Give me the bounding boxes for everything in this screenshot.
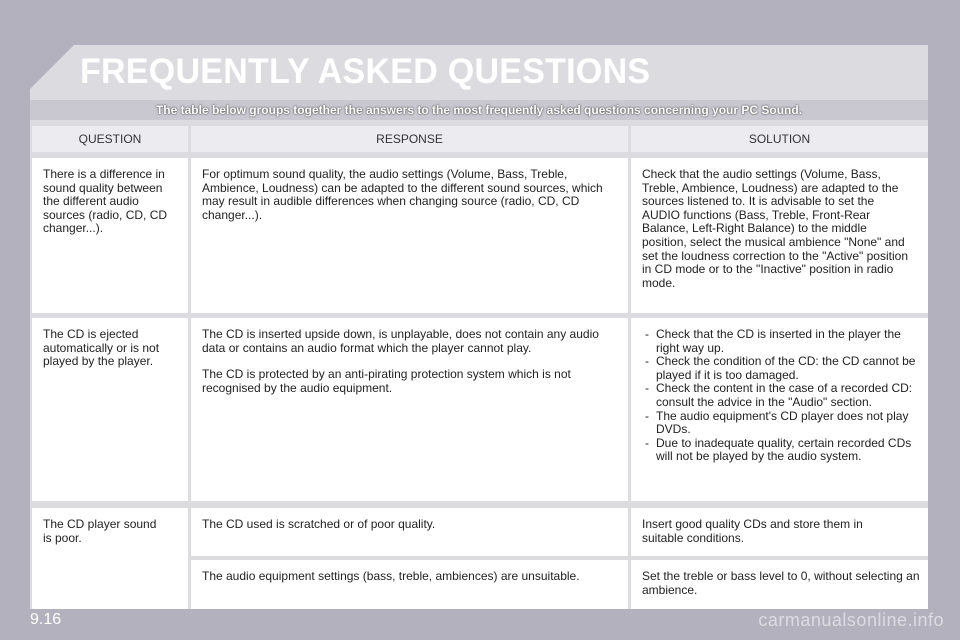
page-corner-cut — [30, 45, 74, 89]
row1-question-text: There is a difference in sound quality between the different audio sources (radio, CD, CD changer...). — [43, 167, 168, 236]
page-number: 9.16 — [30, 611, 62, 628]
header-response: RESPONSE — [191, 126, 628, 152]
row2-question — [32, 318, 188, 501]
row2-solution — [631, 318, 928, 501]
watermark: carmanualsonline.info — [758, 610, 944, 630]
row3-solution-a — [631, 508, 928, 556]
row3-question-text: The CD player sound is poor. — [43, 517, 157, 545]
row2-solution-list — [642, 328, 918, 464]
row3-response-a-text: The CD used is scratched or of poor quality. — [202, 517, 436, 531]
intro-text: The table below groups together the answers to the most frequently asked questions concerning your PC Sound. — [30, 100, 928, 120]
row2-response-text-2: The CD is protected by an anti-pirating protection system which is not recognised by the audio equipment. — [202, 367, 571, 395]
row2-question-text: The CD is ejected automatically or is not played by the player. — [43, 327, 160, 369]
row3-solution-a-text: Insert good quality CDs and store them in suitable conditions. — [642, 517, 863, 545]
row2-response-text-1: The CD is inserted upside down, is unplayable, does not contain any audio data or contains an audio format which the player cannot play. — [202, 327, 599, 355]
page-title: FREQUENTLY ASKED QUESTIONS — [80, 52, 651, 91]
row3-response-a — [191, 508, 628, 556]
row3-solution-b — [631, 560, 928, 609]
row1-response — [191, 158, 628, 313]
list-item: - Check that the CD is inserted in the player the right way up. — [642, 328, 918, 355]
row1-response-text: For optimum sound quality, the audio settings (Volume, Bass, Treble, Ambience, Loudness) can be adapted to the different sound sources, which may result in audible differences when changing source (radio, CD, CD changer...). — [202, 167, 603, 222]
list-item: - Due to inadequate quality, certain recorded CDs will not be played by the audio system. — [642, 437, 918, 464]
list-item: - The audio equipment's CD player does not play DVDs. — [642, 410, 918, 437]
row2-response — [191, 318, 628, 501]
header-solution: SOLUTION — [631, 126, 928, 152]
row1-solution-text: Check that the audio settings (Volume, Bass, Treble, Ambience, Loudness) are adapted to the sources listened to. It is advisable to set the AUDIO functions (Bass, Treble, Front-Rear Balance, Left-Right Balance) to the middle position, select the musical ambience "None" and set the loudness correction to the "Active" position in CD mode or to the "Inactive" position in radio mode. — [642, 167, 908, 290]
list-item: - Check the condition of the CD: the CD cannot be played if it is too damaged. — [642, 355, 918, 382]
row3-response-b — [191, 560, 628, 609]
header-question: QUESTION — [32, 126, 188, 152]
row1-question — [32, 158, 188, 313]
row3-response-b-text: The audio equipment settings (bass, treble, ambiences) are unsuitable. — [202, 569, 580, 583]
row1-solution — [631, 158, 928, 313]
row3-solution-b-text: Set the treble or bass level to 0, without selecting an ambience. — [642, 569, 920, 597]
row3-question — [32, 508, 188, 609]
list-item: - Check the content in the case of a recorded CD: consult the advice in the "Audio" section. — [642, 382, 918, 409]
